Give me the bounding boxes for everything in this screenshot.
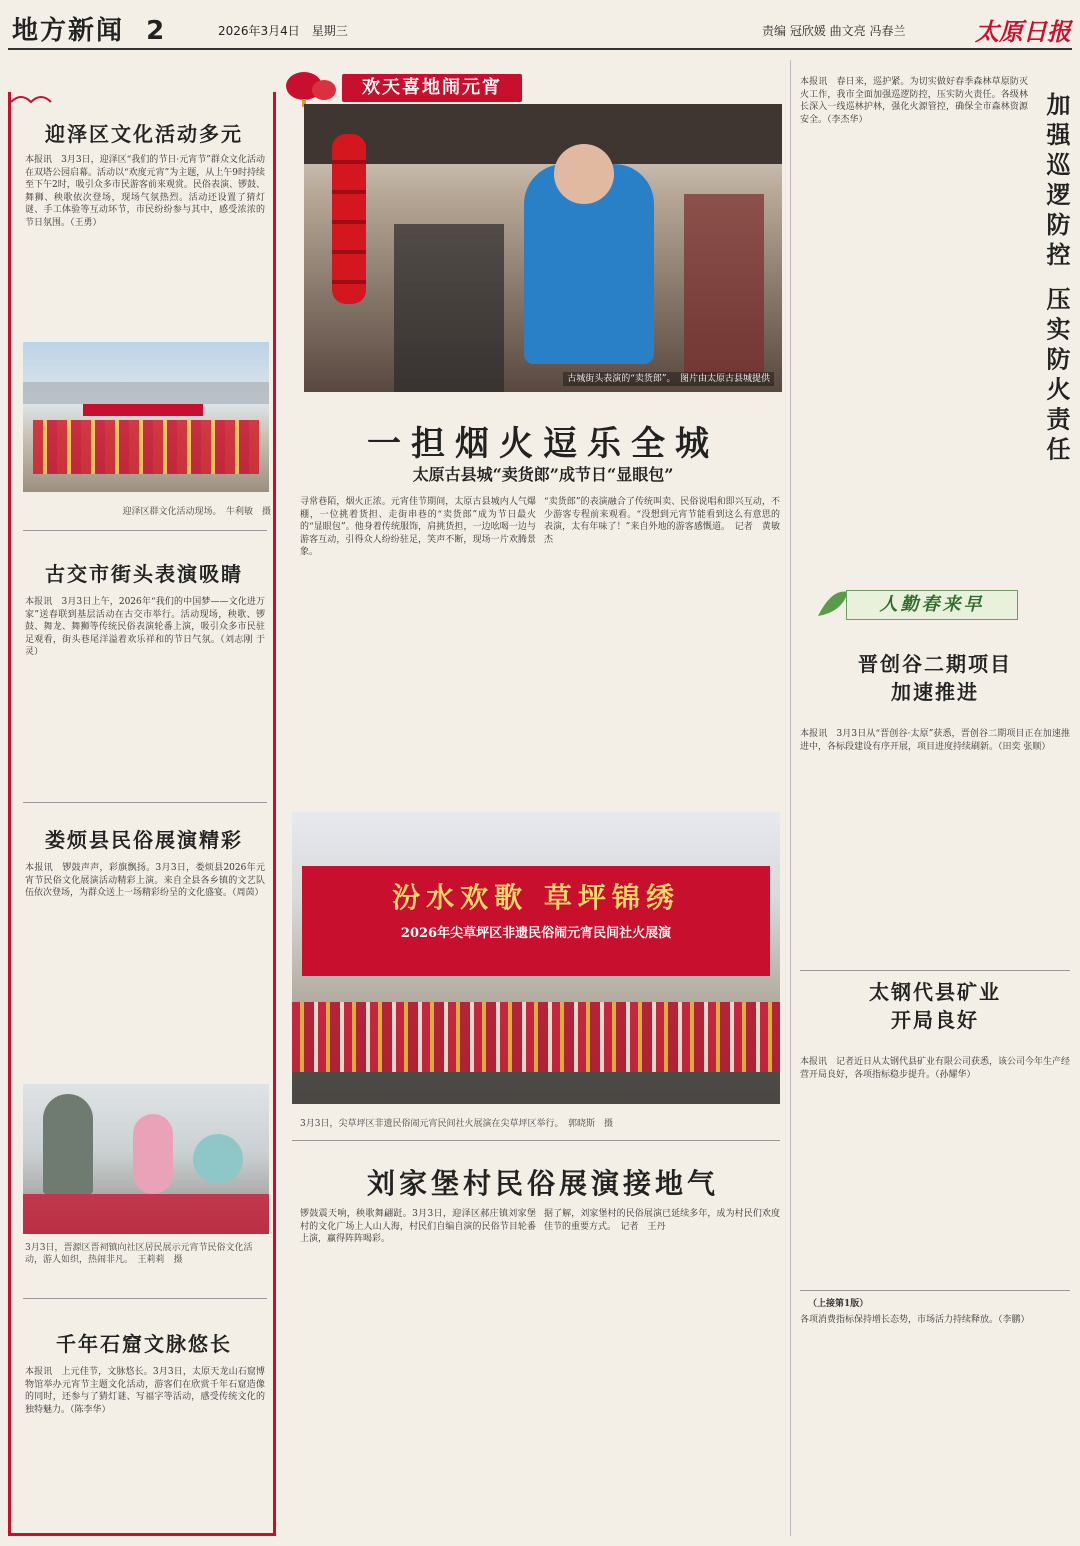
- article-body-liujiapu-left: 锣鼓震天响，秧歌舞翩跹。3月3日，迎泽区郝庄镇刘家堡村的文化广场上人山人海，村民们自编自演的民俗节目轮番上演，赢得阵阵喝彩。: [300, 1209, 536, 1245]
- photo-caption-jinyuan: 3月3日，晋源区晋祠镇向社区居民展示元宵节民俗文化活动，游人如织，热闹非凡。 王莉莉 摄: [25, 1243, 253, 1265]
- divider: [292, 1140, 780, 1141]
- article-title-jinchuanggu: 晋创谷二期项目 加速推进: [858, 652, 1012, 704]
- photo-jinyuan-lanterns: [23, 1084, 269, 1234]
- article-title-grottoes: 千年石窟文脉悠长: [56, 1332, 232, 1356]
- continued-label: （上接第1版）: [808, 1299, 869, 1309]
- lantern-icon: [282, 66, 340, 108]
- banner-event-name: 2026年尖草坪区非遗民俗闹元宵民间社火展演: [400, 926, 672, 941]
- article-body-gujiao: 本报讯 3月3日上午，2026年“我们的中国梦——文化进万家”送春联到基层活动在古交市举行。活动现场，秧歌、锣鼓、舞龙、舞狮等传统民俗表演轮番上演，吸引众多市民驻足观看，街头巷尾洋溢着欢乐祥和的节日气氛。（刘志刚 于灵）: [25, 597, 265, 658]
- section-badge: [800, 586, 1070, 622]
- article-body-liujiapu-right: 据了解，刘家堡村的民俗展演已延续多年，成为村民们欢度佳节的重要方式。 记者 王丹: [544, 1209, 780, 1232]
- divider: [23, 802, 267, 803]
- main-headline: 一担烟火逗乐全城: [367, 424, 719, 464]
- page-header: [0, 0, 1080, 48]
- newspaper-logo: 太原日报: [975, 17, 1071, 46]
- article-body-fire-prevention: 本报讯 春日来，巡护紧。为切实做好春季森林草原防灭火工作，我市全面加强巡逻防控，压实防火责任。各级林长深入一线巡林护林，强化火源管控，确保全市森林资源安全。（李杰华）: [800, 77, 1028, 125]
- photo-yingze-parade: [23, 342, 269, 492]
- article-body-grottoes: 本报讯 上元佳节，文脉悠长。3月3日，太原天龙山石窟博物馆举办元宵节主题文化活动，游客们在欣赏千年石窟造像的同时，还参与了猜灯谜、写福字等活动，感受传统文化的独特魅力。（陈李华）: [25, 1367, 265, 1415]
- photo-shehuo-performance: [292, 812, 780, 1104]
- article-title-taigang: 太钢代县矿业 开局良好: [869, 980, 1001, 1032]
- photo-caption-shehuo: 3月3日，尖草坪区非遗民俗闹元宵民间社火展演在尖草坪区举行。 郭晓斯 摄: [300, 1119, 613, 1129]
- divider: [23, 1298, 267, 1299]
- photo-vendor-performance: [304, 104, 782, 392]
- banner-slogan: 汾水欢歌 草坪锦绣: [392, 881, 680, 914]
- article-body-continued: 各项消费指标保持增长态势，市场活力持续释放。（李鹏）: [800, 1315, 1030, 1325]
- divider: [23, 530, 267, 531]
- main-article-body-left: 寻常巷陌，烟火正浓。元宵佳节期间，太原古县城内人气爆棚，一位挑着货担、走街串巷的“卖货郎”成为节日最火的“显眼包”。他身着传统服饰，肩挑货担，一边吆喝一边与游客互动，引得众人纷纷驻足，笑声不断，现场一片欢腾景象。: [300, 497, 536, 558]
- column-divider: [790, 60, 791, 1536]
- issue-date: 2026年3月4日 星期三: [218, 24, 348, 38]
- main-article-body-right: “卖货郎”的表演融合了传统叫卖、民俗说唱和即兴互动，不少游客专程前来观看。“没想到元宵节能看到这么有意思的表演，太有年味了！”来自外地的游客感慨道。 记者 黄敏杰: [544, 497, 780, 545]
- article-body-jinchuanggu: 本报讯 3月3日从“晋创谷·太原”获悉，晋创谷二期项目正在加速推进中，各标段建设有序开展，项目进度持续刷新。（田奕 张顺）: [800, 729, 1070, 752]
- photo-caption-yingze: 迎泽区群文化活动现场。 牛利敏 摄: [122, 507, 271, 517]
- editor-credits: 责编 冠欣媛 曲文亮 冯春兰: [762, 24, 906, 38]
- divider: [800, 970, 1070, 971]
- article-title-gujiao: 古交市街头表演吸睛: [45, 562, 243, 586]
- photo-caption-vendor: 古城街头表演的“卖货郎”。 图片由太原古县城提供: [563, 372, 774, 386]
- left-column: [8, 92, 276, 1536]
- header-rule: [8, 48, 1072, 50]
- cloud-ornament-icon: [11, 92, 273, 106]
- article-title-liujiapu: 刘家堡村民俗展演接地气: [366, 1167, 719, 1200]
- article-body-taigang: 本报讯 记者近日从太钢代县矿业有限公司获悉，该公司今年生产经营开局良好，各项指标稳步提升。（孙耀华）: [800, 1057, 1070, 1080]
- badge-label: 人勤春来早: [846, 590, 1018, 620]
- article-title-yingze: 迎泽区文化活动多元: [45, 122, 243, 146]
- article-body-yingze: 本报讯 3月3日，迎泽区“我们的节日·元宵节”群众文化活动在双塔公园启幕。活动以“欢度元宵”为主题，从上午9时持续至下午2时，吸引众多市民游客前来观赏。民俗表演、锣鼓、舞狮、秧歌依次登场，现场气氛热烈。活动还设置了猜灯谜、手工体验等互动环节，市民纷纷参与其中，感受浓浓的节日氛围。（王勇）: [25, 155, 265, 228]
- page-number: 2: [146, 16, 167, 46]
- article-title-loufan: 娄烦县民俗展演精彩: [45, 828, 243, 852]
- article-body-loufan: 本报讯 锣鼓声声，彩旗飘扬。3月3日，娄烦县2026年元宵节民俗文化展演活动精彩上演。来自全县各乡镇的文艺队伍依次登场，为群众送上一场精彩纷呈的文化盛宴。（周茵）: [25, 863, 265, 899]
- banner-title: 欢天喜地闹元宵: [342, 74, 522, 102]
- main-subtitle: 太原古县城“卖货郎”成节日“显眼包”: [412, 465, 674, 484]
- divider: [800, 1290, 1070, 1291]
- section-name: 地方新闻 2: [12, 16, 167, 46]
- vertical-headline: 加强巡逻防控 压实防火责任: [1042, 92, 1071, 467]
